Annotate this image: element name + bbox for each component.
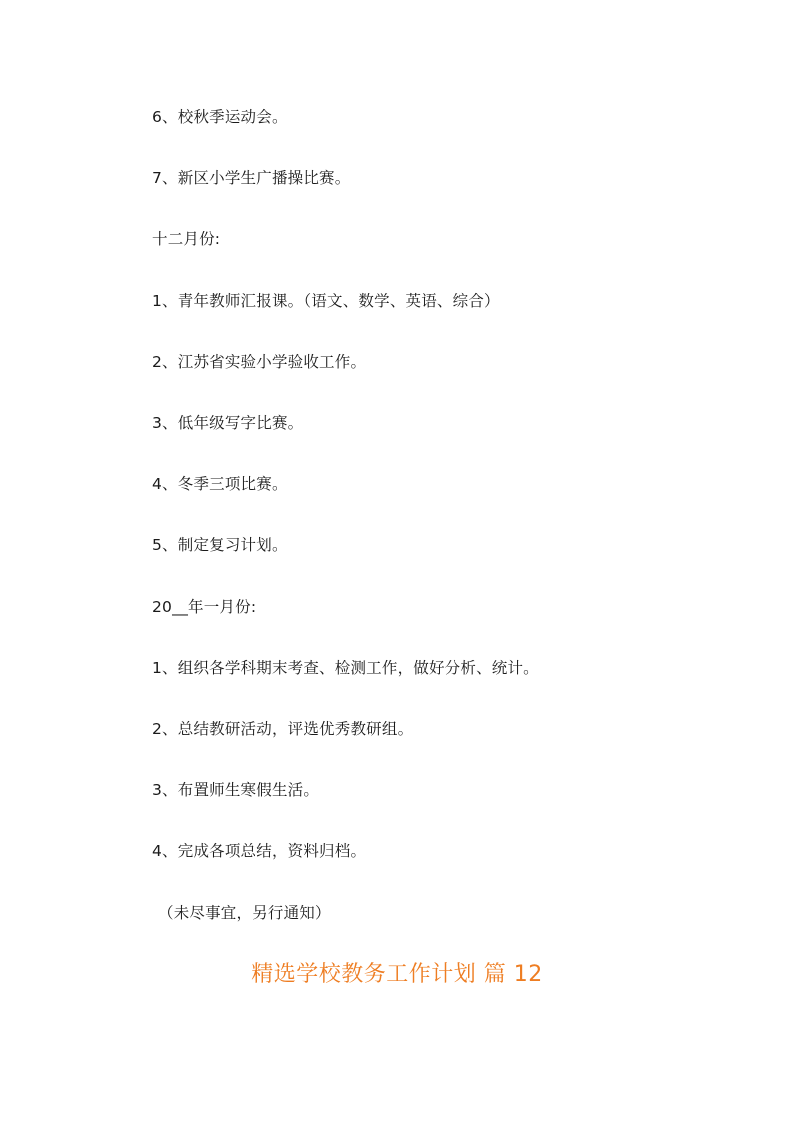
list-item-broadcast-exercise: 7、新区小学生广播操比赛。 xyxy=(152,169,351,187)
list-item-final-exams: 1、组织各学科期末考查、检测工作，做好分析、统计。 xyxy=(152,659,539,677)
section-heading-january: 20__年一月份: xyxy=(152,598,257,616)
list-item-research-summary: 2、总结教研活动，评选优秀教研组。 xyxy=(152,720,414,738)
list-item-winter-vacation: 3、布置师生寒假生活。 xyxy=(152,781,320,799)
next-section-title: 精选学校教务工作计划 篇 12 xyxy=(251,962,543,987)
list-item-writing-contest: 3、低年级写字比赛。 xyxy=(152,414,304,432)
list-item-archive: 4、完成各项总结，资料归档。 xyxy=(152,842,367,860)
closing-note: （未尽事宜，另行通知） xyxy=(158,904,331,922)
list-item-school-inspection: 2、江苏省实验小学验收工作。 xyxy=(152,353,367,371)
list-item-teacher-lessons: 1、青年教师汇报课。（语文、数学、英语、综合） xyxy=(152,292,500,310)
list-item-review-plan: 5、制定复习计划。 xyxy=(152,536,288,554)
section-heading-december: 十二月份: xyxy=(152,230,221,248)
list-item-winter-contests: 4、冬季三项比赛。 xyxy=(152,475,288,493)
list-item-sports-meet: 6、校秋季运动会。 xyxy=(152,108,288,126)
